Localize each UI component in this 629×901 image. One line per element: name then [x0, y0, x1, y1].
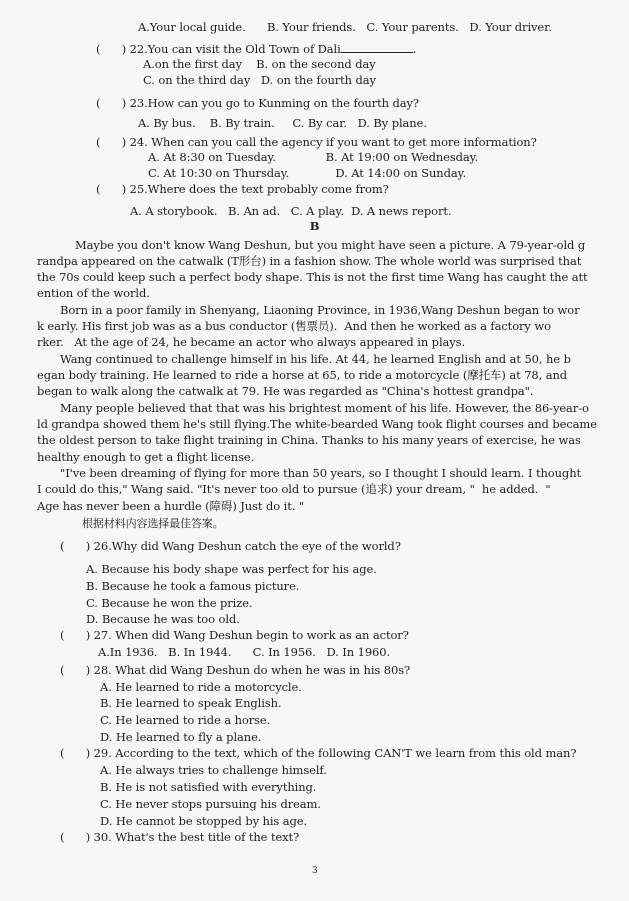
- passage-line: Maybe you don't know Wang Deshun, but you might have seen a picture. A 79-year-old g: [75, 238, 586, 252]
- question-22-prefix: ( ) 22.You can visit the Old Town of Dali: [96, 42, 341, 56]
- passage-line: Many people believed that that was his brightest moment of his life. However, the 86-year-o: [60, 401, 589, 415]
- question-28-option: A. He learned to ride a motorcycle.: [100, 680, 302, 694]
- passage-line: the oldest person to take flight training in China. Thanks to his many years of exercise, he was: [37, 433, 581, 447]
- question-24-options-2: C. At 10:30 on Thursday. D. At 14:00 on Sunday.: [148, 166, 467, 180]
- passage-line: egan body training. He learned to ride a horse at 65, to ride a motorcycle (摩托车) at 78, and: [37, 368, 568, 382]
- question-26-option: B. Because he took a famous picture.: [86, 579, 300, 593]
- question-27-options: A.In 1936. B. In 1944. C. In 1956. D. In 1960.: [98, 645, 391, 659]
- question-29-option: C. He never stops pursuing his dream.: [100, 797, 321, 811]
- question-29-option: A. He always tries to challenge himself.: [100, 763, 327, 777]
- question-22-options-2: C. on the third day D. on the fourth day: [143, 73, 376, 87]
- question-29-option: D. He cannot be stopped by his age.: [100, 814, 308, 828]
- question-28-option: D. He learned to fly a plane.: [100, 730, 262, 744]
- question-24-options-1: A. At 8:30 on Tuesday. B. At 19:00 on Wednesday.: [148, 150, 479, 164]
- question-25-stem: ( ) 25.Where does the text probably come from?: [96, 182, 389, 196]
- passage-line: randpa appeared on the catwalk (T形台) in a fashion show. The whole world was surprised that: [37, 254, 582, 268]
- question-30-stem: ( ) 30. What's the best title of the text?: [60, 830, 300, 844]
- question-23-options: A. By bus. B. By train. C. By car. D. By plane.: [138, 116, 427, 130]
- question-28-stem: ( ) 28. What did Wang Deshun do when he was in his 80s?: [60, 663, 411, 677]
- answer-blank: [341, 41, 413, 53]
- passage-line: "I've been dreaming of flying for more than 50 years, so I thought I should learn. I thought: [60, 466, 582, 480]
- question-23-stem: ( ) 23.How can you go to Kunming on the fourth day?: [96, 96, 419, 110]
- passage-line: the 70s could keep such a perfect body shape. This is not the first time Wang has caught the att: [37, 270, 588, 284]
- question-29-option: B. He is not satisfied with everything.: [100, 780, 317, 794]
- instruction-text: 根据材料内容选择最佳答案。: [82, 517, 224, 530]
- question-27-stem: ( ) 27. When did Wang Deshun begin to work as an actor?: [60, 628, 409, 642]
- question-28-option: B. He learned to speak English.: [100, 696, 282, 710]
- passage-line: ld grandpa showed them he's still flying.The white-bearded Wang took flight courses and became: [37, 417, 597, 431]
- passage-line: Born in a poor family in Shenyang, Liaoning Province, in 1936,Wang Deshun began to wor: [60, 303, 580, 317]
- question-26-option: D. Because he was too old.: [86, 612, 240, 626]
- question-28-option: C. He learned to ride a horse.: [100, 713, 271, 727]
- question-22-stem: [96, 41, 416, 57]
- passage-line: I could do this," Wang said. "It's never too old to pursue (追求) your dream, " he added. ": [37, 482, 551, 496]
- question-26-stem: ( ) 26.Why did Wang Deshun catch the eye of the world?: [60, 539, 401, 553]
- passage-line: Wang continued to challenge himself in his life. At 44, he learned English and at 50, he b: [60, 352, 571, 366]
- question-29-stem: ( ) 29. According to the text, which of the following CAN'T we learn from this old man?: [60, 746, 577, 760]
- passage-line: Age has never been a hurdle (障碍) Just do it. ": [37, 499, 305, 513]
- passage-line: ention of the world.: [37, 286, 150, 300]
- page-number: 3: [312, 866, 318, 876]
- question-22-suffix: .: [412, 42, 417, 56]
- passage-line: began to walk along the catwalk at 79. He was regarded as "China's hottest grandpa".: [37, 384, 534, 398]
- question-21-options: A.Your local guide. B. Your friends. C. Your parents. D. Your driver.: [138, 20, 552, 34]
- question-22-options-1: A.on the first day B. on the second day: [143, 57, 376, 71]
- passage-line: rker. At the age of 24, he became an actor who always appeared in plays.: [37, 335, 466, 349]
- question-24-stem: ( ) 24. When can you call the agency if you want to get more information?: [96, 135, 537, 149]
- passage-line: k early. His first job was as a bus conductor (售票员). And then he worked as a factory wo: [37, 319, 551, 333]
- section-b-heading: B: [309, 219, 320, 233]
- question-25-options: A. A storybook. B. An ad. C. A play. D. A news report.: [130, 204, 452, 218]
- question-26-option: A. Because his body shape was perfect for his age.: [86, 562, 377, 576]
- question-26-option: C. Because he won the prize.: [86, 596, 253, 610]
- passage-line: healthy enough to get a flight license.: [37, 450, 255, 464]
